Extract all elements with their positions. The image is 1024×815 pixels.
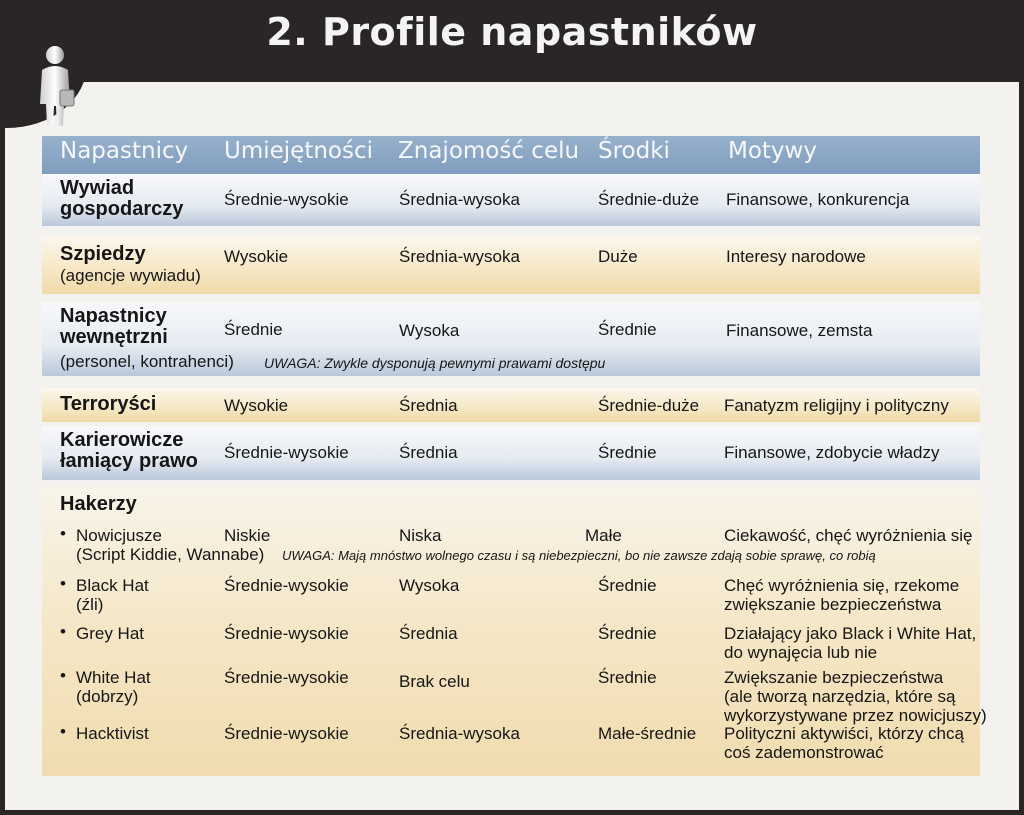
means-cell: Średnie	[598, 320, 657, 339]
skills-cell: Średnie-wysokie	[224, 724, 349, 743]
means-cell: Średnie	[598, 624, 657, 643]
header-knowledge: Znajomość celu	[398, 138, 580, 164]
attacker-name: Karierowicze łamiący prawo	[60, 429, 198, 472]
means-cell: Duże	[598, 247, 638, 266]
bullet-icon: •	[60, 622, 66, 641]
page-title: 2. Profile napastników	[266, 10, 758, 54]
bullet-icon: •	[60, 722, 66, 741]
skills-cell: Średnie	[224, 320, 283, 339]
attacker-name: Napastnicy wewnętrzni	[60, 305, 168, 348]
skills-cell: Średnie-wysokie	[224, 190, 349, 209]
motives-cell: Działający jako Black i White Hat, do wynajęcia lub nie	[724, 624, 977, 662]
means-cell: Średnie	[598, 443, 657, 462]
bullet-icon: •	[60, 524, 66, 543]
motives-cell: Finansowe, konkurencja	[726, 190, 910, 209]
knowledge-cell: Średnia	[399, 396, 458, 415]
header-motives: Motywy	[728, 138, 817, 164]
bullet-icon: •	[60, 666, 66, 685]
motives-cell: Ciekawość, chęć wyróżnienia się	[724, 526, 973, 545]
knowledge-cell: Niska	[399, 526, 442, 545]
means-cell: Średnie-duże	[598, 190, 700, 209]
motives-cell: Zwiększanie bezpieczeństwa (ale tworzą narzędzia, które są wykorzystywane przez nowicjuszy)	[724, 668, 987, 725]
means-cell: Małe	[585, 526, 622, 545]
skills-cell: Średnie-wysokie	[224, 624, 349, 643]
knowledge-cell: Brak celu	[399, 672, 470, 691]
skills-cell: Wysokie	[224, 396, 289, 415]
hackers-title: Hakerzy	[60, 493, 137, 515]
attacker-name: Szpiedzy	[60, 243, 146, 265]
note-text: UWAGA: Mają mnóstwo wolnego czasu i są niebezpieczni, bo nie zawsze zdają sobie sprawę, co robią	[282, 548, 876, 563]
attacker-name: Terroryści	[60, 393, 157, 415]
knowledge-cell: Średnia-wysoka	[399, 247, 520, 266]
hacker-name: Black Hat (źli)	[76, 576, 149, 614]
header-means: Środki	[598, 138, 670, 164]
header-attackers: Napastnicy	[60, 138, 189, 164]
skills-cell: Średnie-wysokie	[224, 443, 349, 462]
hacker-name: Nowicjusze (Script Kiddie, Wannabe)	[76, 526, 265, 564]
motives-cell: Chęć wyróżnienia się, rzekome zwiększanie bezpieczeństwa	[724, 576, 960, 614]
means-cell: Średnie	[598, 576, 657, 595]
knowledge-cell: Wysoka	[399, 576, 460, 595]
knowledge-cell: Wysoka	[399, 321, 460, 340]
note-text: UWAGA: Zwykle dysponują pewnymi prawami dostępu	[264, 355, 606, 371]
skills-cell: Średnie-wysokie	[224, 668, 349, 687]
hacker-name: Hacktivist	[76, 724, 149, 743]
motives-cell: Fanatyzm religijny i polityczny	[724, 396, 949, 415]
header-skills: Umiejętności	[224, 138, 374, 164]
knowledge-cell: Średnia-wysoka	[399, 190, 520, 209]
bullet-icon: •	[60, 574, 66, 593]
motives-cell: Finansowe, zdobycie władzy	[724, 443, 940, 462]
hacker-name: White Hat (dobrzy)	[76, 668, 151, 706]
means-cell: Średnie-duże	[598, 396, 700, 415]
motives-cell: Interesy narodowe	[726, 247, 866, 266]
knowledge-cell: Średnia	[399, 443, 458, 462]
skills-cell: Średnie-wysokie	[224, 576, 349, 595]
skills-cell: Niskie	[224, 526, 271, 545]
attacker-name: Wywiad gospodarczy	[60, 177, 184, 220]
motives-cell: Polityczni aktywiści, którzy chcą coś zademonstrować	[724, 724, 964, 762]
hacker-name: Grey Hat	[76, 624, 145, 643]
knowledge-cell: Średnia	[399, 624, 458, 643]
attacker-subtitle: (personel, kontrahenci)	[60, 352, 234, 371]
attacker-subtitle: (agencje wywiadu)	[60, 266, 201, 285]
skills-cell: Wysokie	[224, 247, 289, 266]
motives-cell: Finansowe, zemsta	[726, 321, 873, 340]
means-cell: Średnie	[598, 668, 657, 687]
means-cell: Małe-średnie	[598, 724, 697, 743]
knowledge-cell: Średnia-wysoka	[399, 724, 520, 743]
